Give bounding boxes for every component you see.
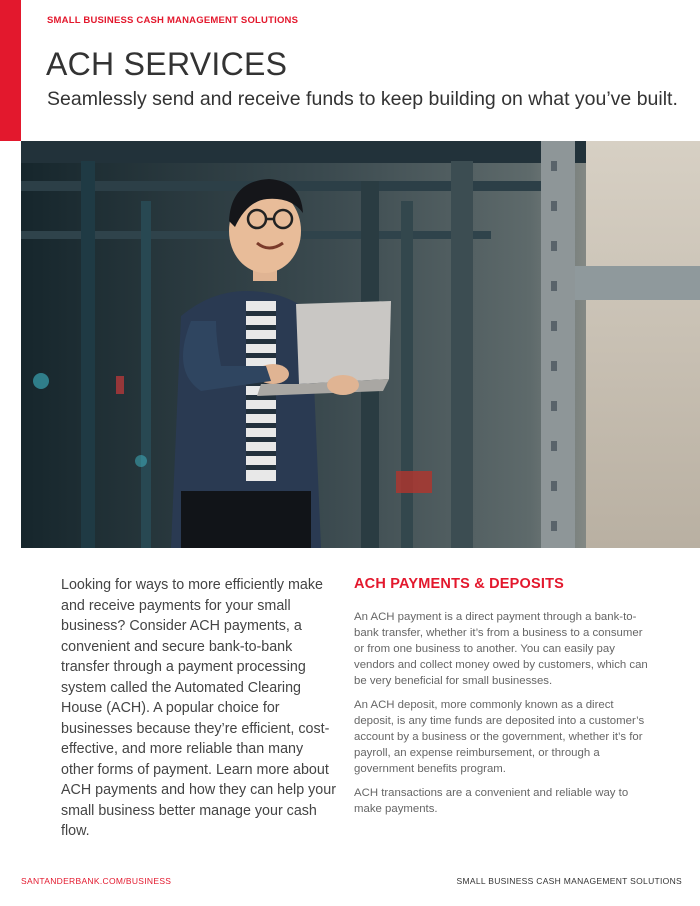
warehouse-person-illustration xyxy=(21,141,700,548)
section-paragraph: An ACH deposit, more commonly known as a direct deposit, is any time funds are deposited into a customer’s account by a business or the government, whether it’s for payroll, an expense reimbursement, or through a government benefits program. xyxy=(354,699,645,775)
page-subtitle: Seamlessly send and receive funds to keep building on what you’ve built. xyxy=(47,88,678,110)
page-title: ACH SERVICES xyxy=(46,46,288,82)
footer-title: SMALL BUSINESS CASH MANAGEMENT SOLUTIONS xyxy=(456,876,682,886)
hero-photo xyxy=(21,141,700,548)
footer-website-link[interactable]: SANTANDERBANK.COM/BUSINESS xyxy=(21,876,172,886)
section-body xyxy=(354,609,649,825)
brand-accent-bar xyxy=(0,0,21,141)
intro-paragraph: Looking for ways to more efficiently make and receive payments for your small business? Consider ACH payments, a convenient and secure bank-to-bank transfer through a payment processing system called the Automated Clearing House (ACH). A popular choice for businesses because they’re efficient, cost-effective, and more reliable than many other forms of payment. Learn more about ACH payments and how they can help your small business better manage your cash flow. xyxy=(61,577,336,839)
section-paragraph: An ACH payment is a direct payment through a bank-to-bank transfer, whether it’s from a business to a consumer or from one business to another. You can easily pay vendors and collect money owed by customers, which can be very beneficial for small businesses. xyxy=(354,611,648,687)
section-paragraph: ACH transactions are a convenient and reliable way to make payments. xyxy=(354,787,629,815)
section-title: ACH PAYMENTS & DEPOSITS xyxy=(354,576,565,592)
header-eyebrow: SMALL BUSINESS CASH MANAGEMENT SOLUTIONS xyxy=(47,15,299,26)
